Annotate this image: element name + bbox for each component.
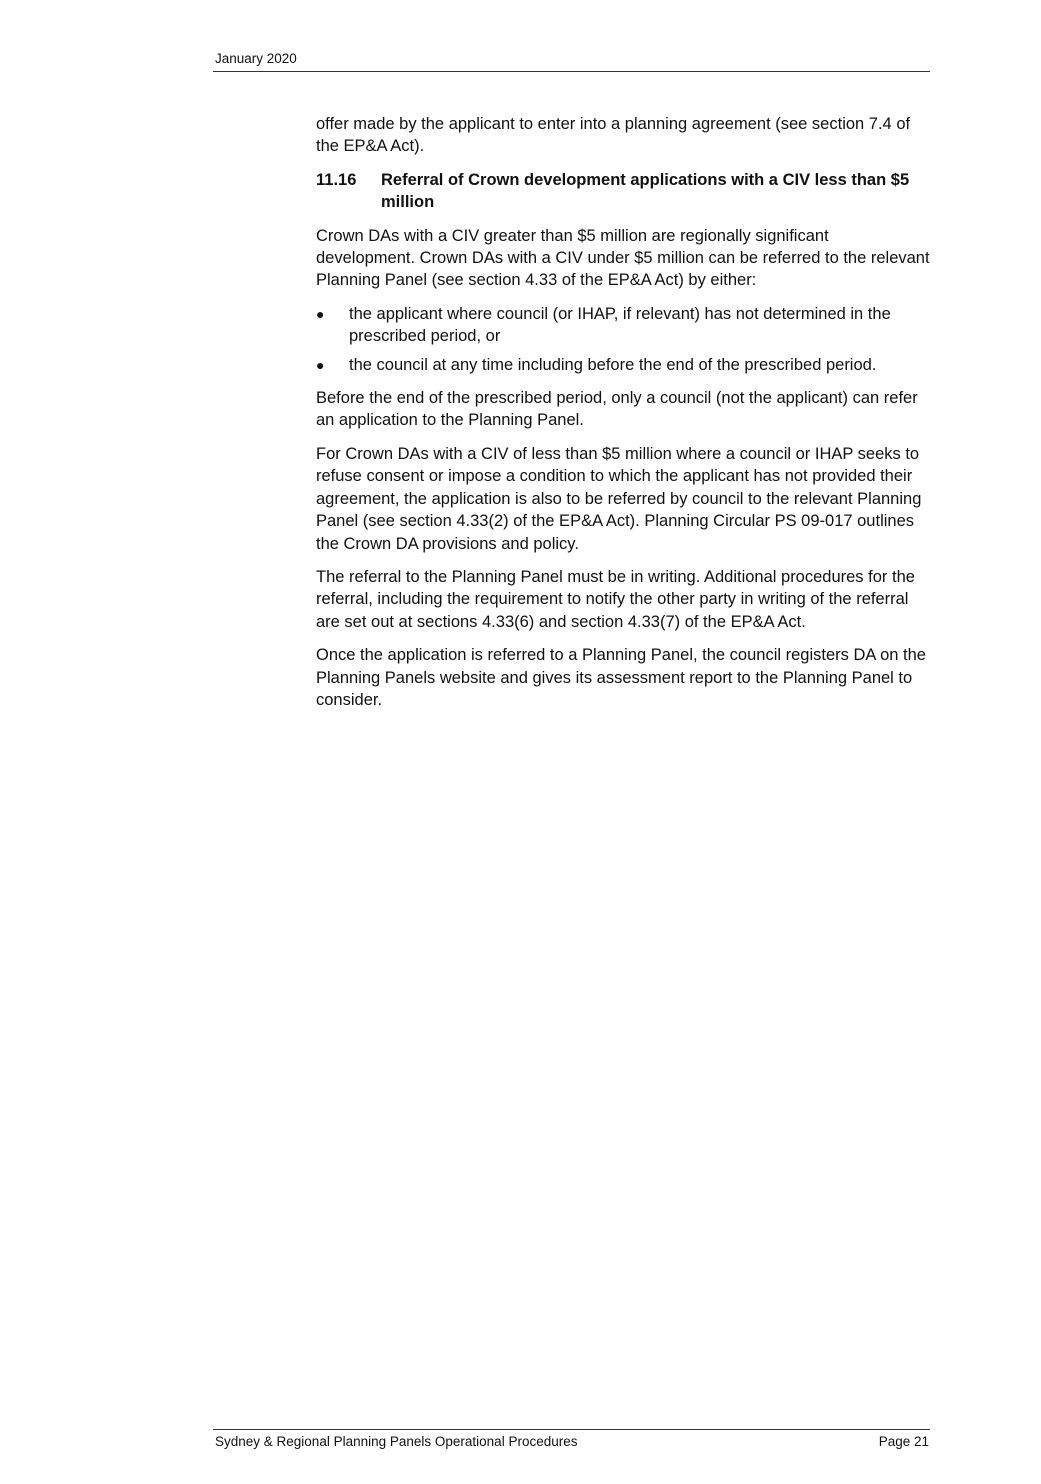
bullet-icon: ●	[316, 305, 325, 322]
list-item-text: the council at any time including before the end of the prescribed period.	[349, 355, 877, 374]
paragraph-before-end: Before the end of the prescribed period, only a council (not the applicant) can refer an application to the Planning Panel.	[316, 389, 918, 430]
section-title: Referral of Crown development applications with a CIV less than $5 million	[381, 170, 910, 212]
footer-title: Sydney & Regional Planning Panels Operational Procedures	[215, 1434, 578, 1449]
page-number: Page 21	[878, 1434, 929, 1449]
list-item-text: the applicant where council (or IHAP, if relevant) has not determined in the prescribed period, or	[349, 304, 891, 346]
header-date: January 2020	[215, 51, 297, 66]
paragraph-referral-writing: The referral to the Planning Panel must be in writing. Additional procedures for the referral, including the requirement to notify the other party in writing of the referral are set out at sections 4.33(6) and section 4.33(7) of the EP&A Act.	[316, 567, 915, 631]
list-item	[316, 354, 932, 376]
page-header	[213, 50, 930, 72]
list-item	[316, 303, 932, 348]
page-footer	[213, 1429, 930, 1453]
paragraph-crown-das: Crown DAs with a CIV greater than $5 million are regionally significant development. Crown DAs with a CIV under $5 million can be referred to the relevant Planning Panel (see section 4.33 of the EP&A Act) by either:	[316, 226, 930, 290]
bullet-icon: ●	[316, 356, 325, 373]
paragraph-refuse-consent: For Crown DAs with a CIV of less than $5 million where a council or IHAP seeks to refuse consent or impose a condition to which the applicant has not provided their agreement, the application is also to be referred by council to the relevant Planning Panel (see section 4.33(2) of the EP&A Act). Planning Circular PS 09-017 outlines the Crown DA provisions and policy.	[316, 444, 922, 553]
section-heading	[316, 169, 932, 214]
intro-paragraph: offer made by the applicant to enter into a planning agreement (see section 7.4 of the EP&A Act).	[316, 115, 911, 156]
document-body	[316, 113, 932, 722]
bullet-list	[316, 303, 932, 376]
paragraph-once-referred: Once the application is referred to a Planning Panel, the council registers DA on the Planning Panels website and gives its assessment report to the Planning Panel to consider.	[316, 646, 926, 709]
section-number: 11.16	[316, 170, 357, 189]
